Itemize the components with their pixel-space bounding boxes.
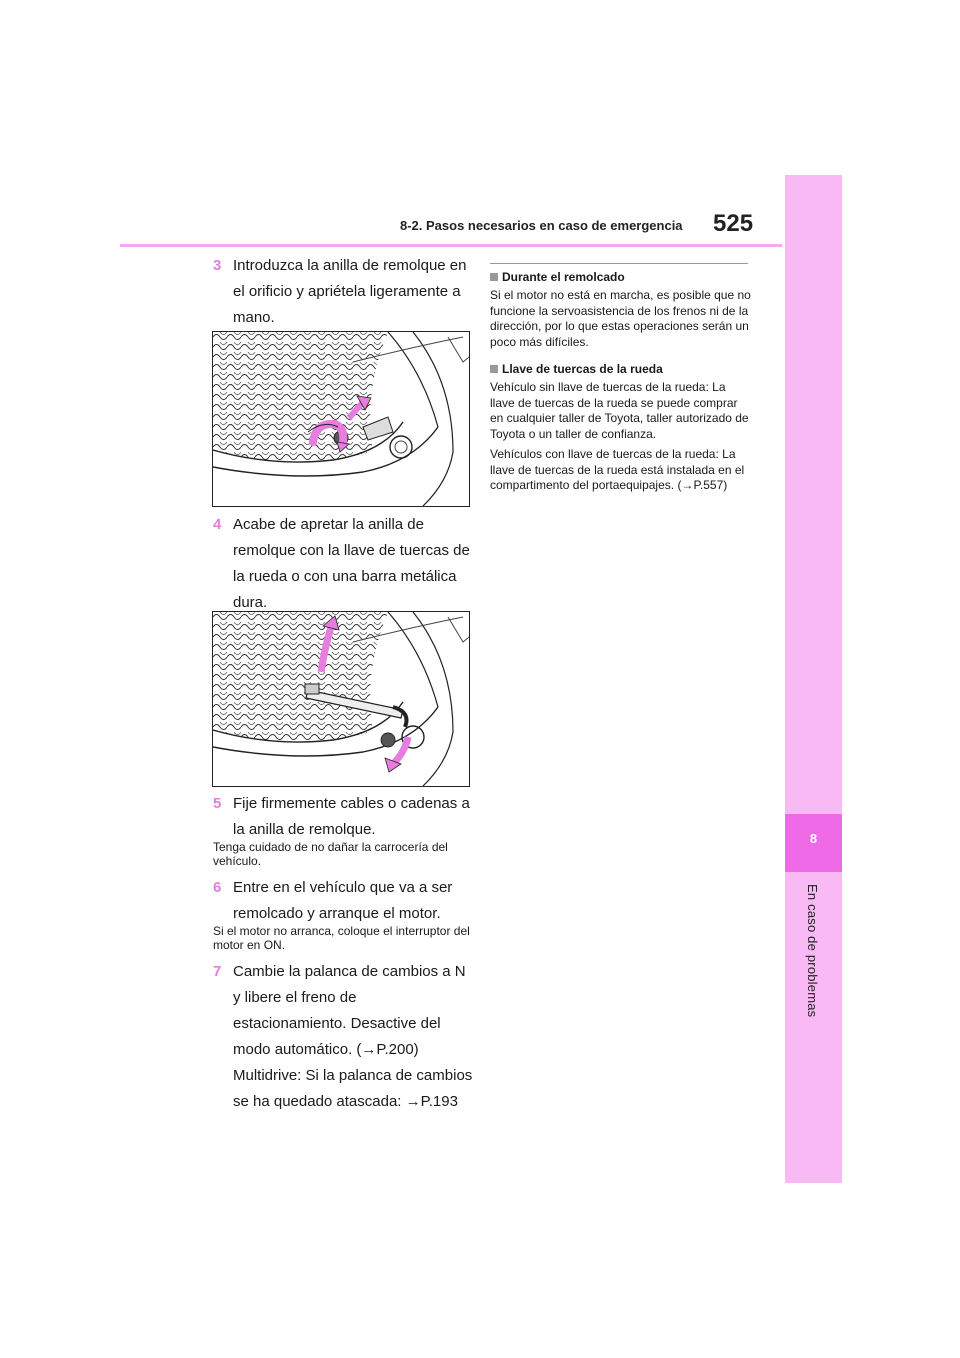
step-number: 4 xyxy=(213,516,222,533)
paragraph-wrench-with: Vehículos con llave de tuercas de la rueda: La llave de tuercas de la rueda está instalada en el compartimento del portaequipajes. (→P.557) xyxy=(490,447,745,492)
section-header: 8-2. Pasos necesarios en caso de emergencia xyxy=(400,218,683,233)
figure-tighten-tow-eye xyxy=(212,611,470,787)
step-6 xyxy=(213,875,473,927)
step-text: Cambie la palanca de cambios a N y libere el freno de estacionamiento. Desactive del modo automático. (→P.200) Multidrive: Si la palanca de cambios se ha quedado atascada: →P.193 xyxy=(233,963,473,1110)
square-bullet-icon xyxy=(490,365,498,373)
note-step-5: Tenga cuidado de no dañar la carrocería del vehículo. xyxy=(213,840,448,868)
figure-illustration xyxy=(213,612,469,786)
chapter-label: En caso de problemas xyxy=(805,884,820,1018)
page-number: 525 xyxy=(713,210,754,237)
figure-insert-tow-eye xyxy=(212,331,470,507)
chapter-number: 8 xyxy=(809,831,818,846)
note-step-6: Si el motor no arranca, coloque el interruptor del motor en ON. xyxy=(213,924,470,952)
section-heading-wrench: Llave de tuercas de la rueda xyxy=(490,362,663,376)
step-text: Fije firmemente cables o cadenas a la anilla de remolque. xyxy=(233,795,470,838)
paragraph-wrench-without: Vehículo sin llave de tuercas de la rueda: La llave de tuercas de la rueda se puede comprar en cualquier taller de Toyota, taller autorizado de Toyota o un taller de confianza. xyxy=(490,380,749,441)
step-number: 6 xyxy=(213,879,222,896)
step-number: 3 xyxy=(213,257,222,274)
paragraph-towing: Si el motor no está en marcha, es posible que no funcione la servoasistencia de los frenos ni de la dirección, por lo que estas operaciones serán un poco más difíciles. xyxy=(490,288,751,349)
step-5 xyxy=(213,791,473,843)
step-text: Introduzca la anilla de remolque en el orificio y apriétela ligeramente a mano. xyxy=(233,257,467,326)
step-7 xyxy=(213,959,473,1115)
step-text: Entre en el vehículo que va a ser remolcado y arranque el motor. xyxy=(233,879,453,922)
section-heading-towing: Durante el remolcado xyxy=(490,270,625,284)
step-number: 5 xyxy=(213,795,222,812)
step-number: 7 xyxy=(213,963,222,980)
chapter-side-tab xyxy=(785,175,842,1183)
column-rule xyxy=(490,263,748,264)
figure-illustration xyxy=(213,332,469,506)
step-4 xyxy=(213,512,473,616)
square-bullet-icon xyxy=(490,273,498,281)
step-text: Acabe de apretar la anilla de remolque con la llave de tuercas de la rueda o con una barra metálica dura. xyxy=(233,516,470,611)
header-rule xyxy=(120,244,782,247)
step-3 xyxy=(213,253,473,331)
